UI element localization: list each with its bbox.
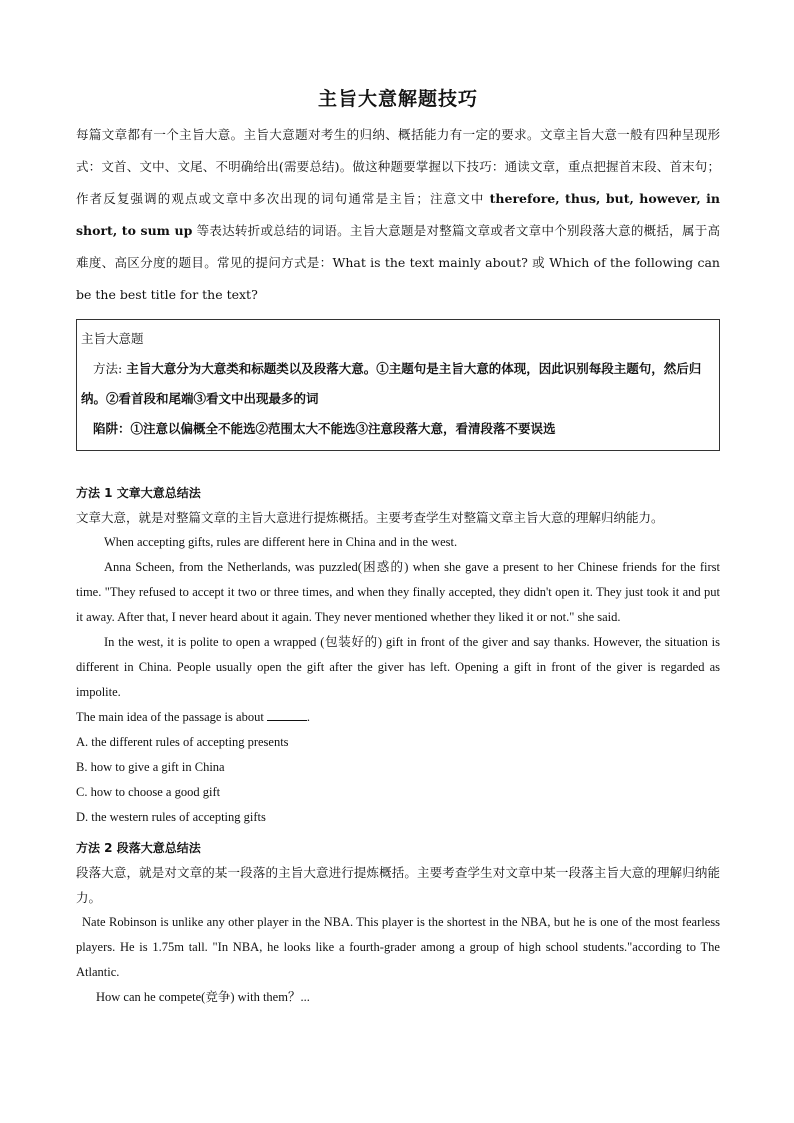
section1-para-1: When accepting gifts, rules are different here in China and in the west. [104, 535, 458, 549]
question-text: The main idea of the passage is about [76, 710, 264, 724]
answer-blank [267, 710, 307, 721]
trap-label: 陷阱： [93, 421, 131, 436]
intro-paragraph [76, 119, 720, 311]
trap-text: ①注意以偏概全不能选②范围太大不能选③注意段落大意，看清段落不要误选 [130, 421, 556, 436]
option-d: D. the western rules of accepting gifts [76, 810, 266, 824]
section1-para-2: Anna Scheen, from the Netherlands, was puzzled(困惑的) when she gave a present to her Chinese friends for the first time. "They refused to accept it two or three times, and when they finally accepted, they didn't open it. They just took it and put it away. After that, I never heard about it again. They never mentioned whether they liked it or not." she said. [76, 560, 720, 624]
box-method [81, 354, 715, 414]
section2-para-2: How can he compete(竞争) with them？... [96, 990, 310, 1004]
method-label: 方法: [93, 361, 127, 376]
method-text: 主旨大意分为大意类和标题类以及段落大意。①主题句是主旨大意的体现，因此识别每段主题句，然后归纳。②看首段和尾端③看文中出现最多的词 [81, 361, 702, 406]
section2-para-1: Nate Robinson is unlike any other player in the NBA. This player is the shortest in the NBA, but he is one of the most fearless players. He is 1.75m tall. "In NBA, he looks like a fourth-grader among a group of high school students."according to The Atlantic. [76, 915, 720, 979]
box-trap [81, 414, 715, 444]
page-title: 主旨大意解题技巧 [317, 88, 478, 110]
section1-question: The main idea of the passage is about . [76, 710, 311, 724]
option-c: C. how to choose a good gift [76, 785, 221, 799]
section2-title: 方法 2 段落大意总结法 [76, 841, 201, 855]
document-page [76, 84, 720, 1010]
section1-desc: 文章大意，就是对整篇文章的主旨大意进行提炼概括。主要考查学生对整篇文章主旨大意的理解归纳能力。 [76, 510, 664, 525]
section1-title: 方法 1 文章大意总结法 [76, 486, 201, 500]
section2-desc: 段落大意，就是对文章的某一段落的主旨大意进行提炼概括。主要考查学生对文章中某一段落主旨大意的理解归纳能力。 [76, 865, 720, 905]
summary-box [76, 319, 720, 451]
intro-text-1: 每篇文章都有一个主旨大意。主旨大意题对考生的归纳、概括能力有一定的要求。文章主旨大意一般有四种呈现形式：文首、文中、文尾、不明确给出(需要总结)。做这种题要掌握以下技巧：通读文章，重点把握首末段、首末句；作者反复强调的观点或文章中多次出现的词句通常是主旨；注意文中 [76, 127, 720, 206]
intro-text-2: 等表达转折或总结的词语。主旨大意题是对整篇文章或者文章中个别段落大意的概括，属于高难度、高区分度的题目。常见的提问方式是：What is the text mainly about? 或 Which of the following can be the best title for the text? [76, 223, 720, 302]
box-heading: 主旨大意题 [81, 331, 144, 346]
option-a: A. the different rules of accepting presents [76, 735, 289, 749]
intro-keywords: therefore, thus, but, however, in short, to sum up [76, 191, 720, 238]
section1-para-3: In the west, it is polite to open a wrapped (包装好的) gift in front of the giver and say thanks. However, the situation is different in China. People usually open the gift after the giver has left. Opening a gift in front of the giver is regarded as impolite. [76, 635, 720, 699]
option-b: B. how to give a gift in China [76, 760, 225, 774]
